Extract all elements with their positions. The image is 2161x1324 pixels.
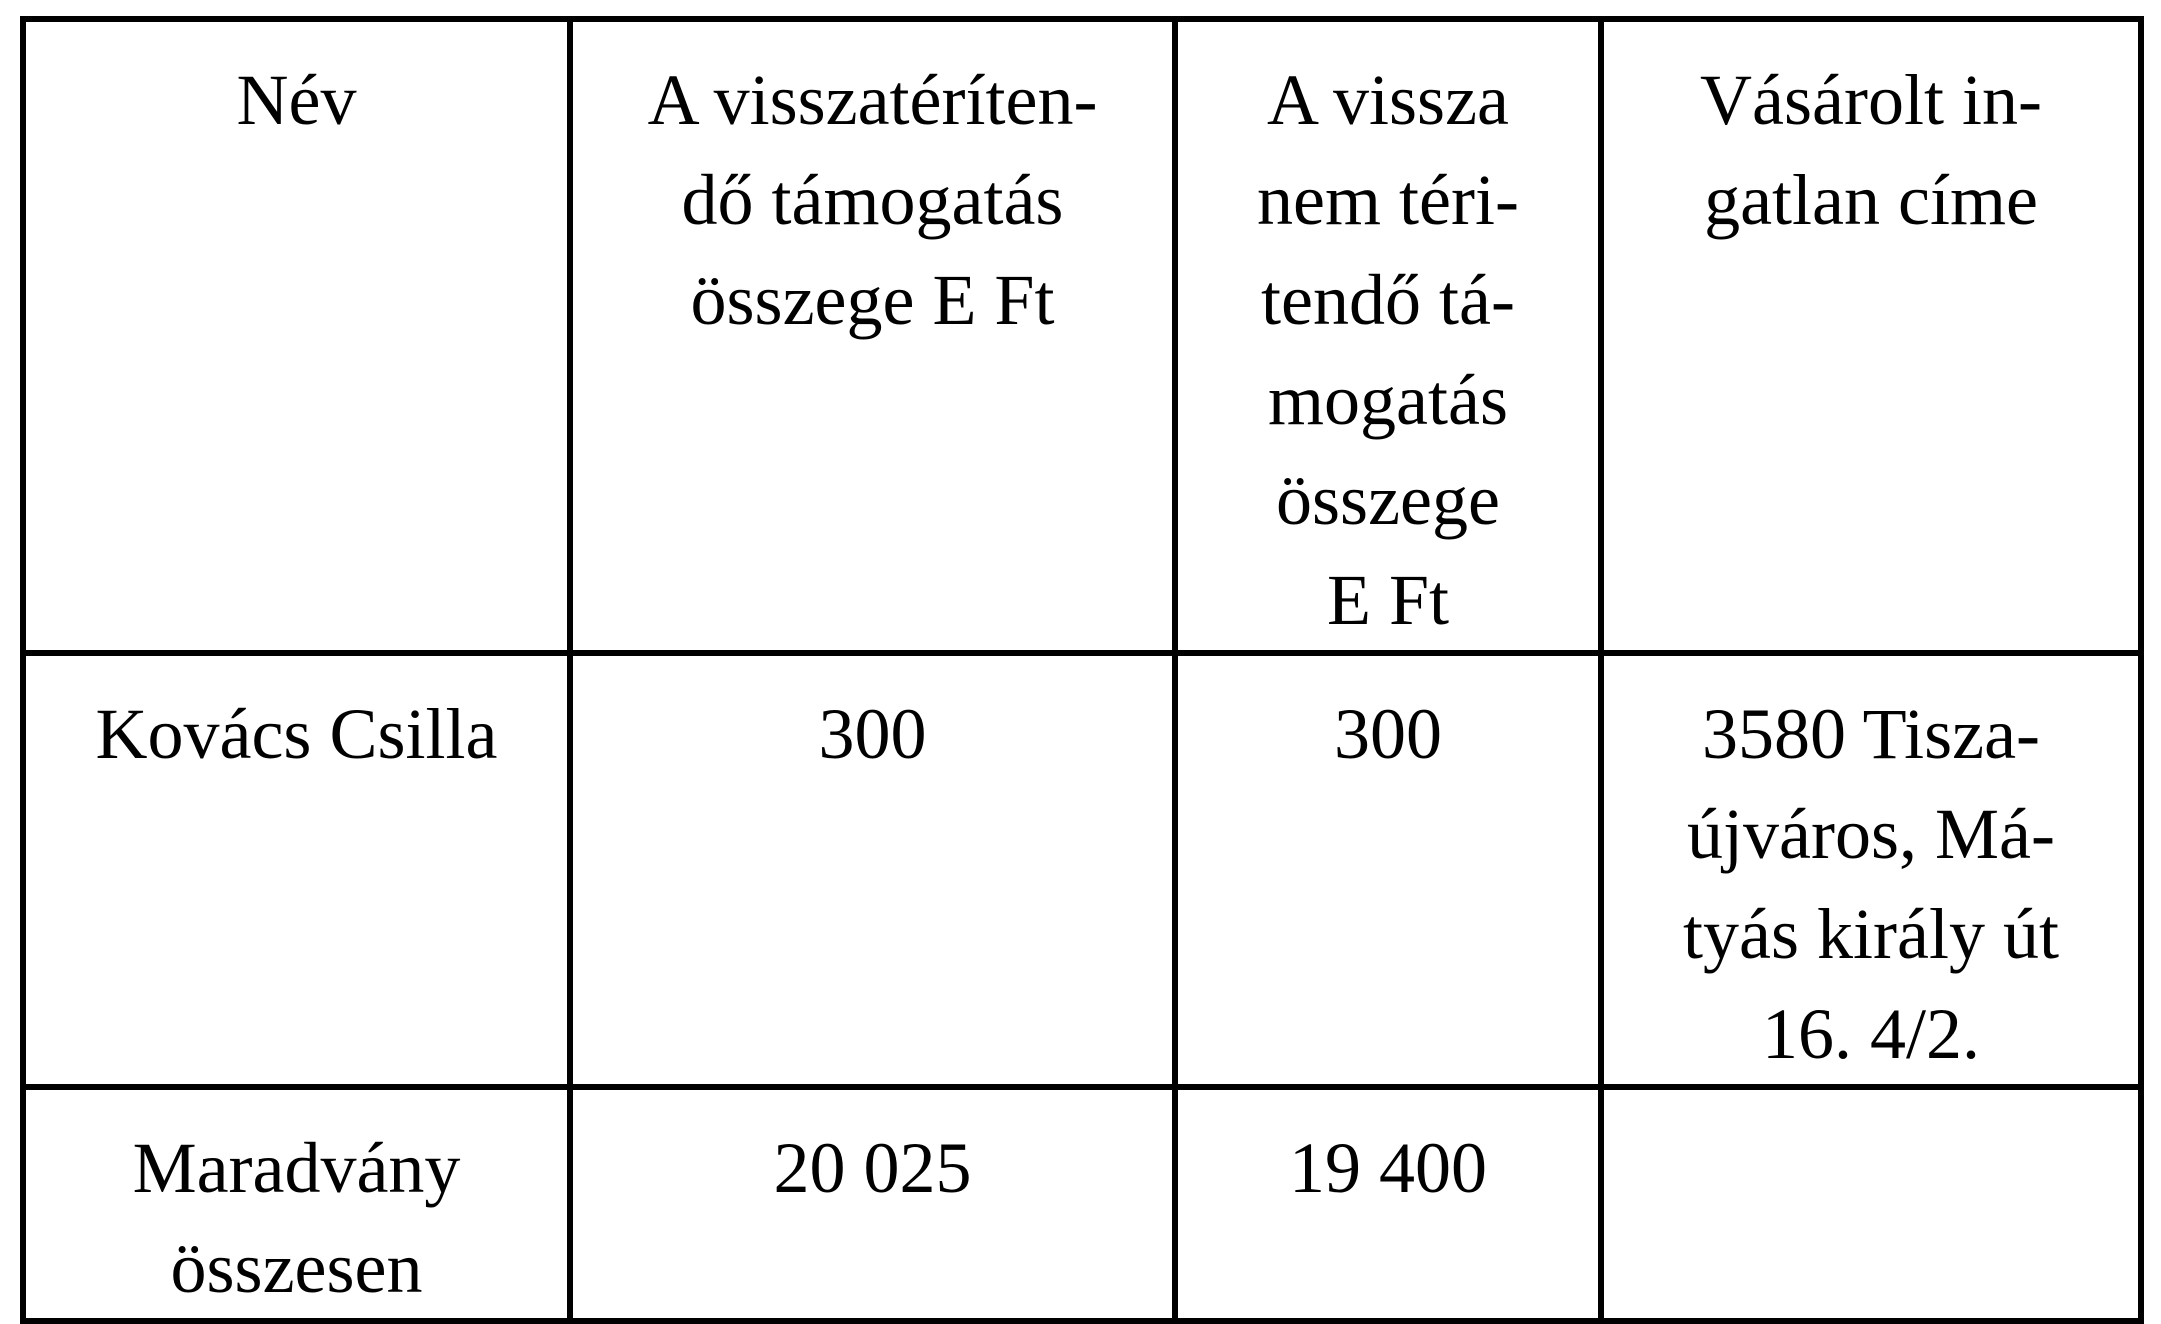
header-property-address: Vásárolt in- gatlan címe xyxy=(1601,19,2141,653)
cell-total-address xyxy=(1601,1087,2141,1321)
table-row xyxy=(23,653,2141,1087)
subsidy-table xyxy=(20,16,2144,1324)
subsidy-table-container xyxy=(20,16,2138,1308)
cell-total-non-repayable: 19 400 xyxy=(1175,1087,1601,1321)
table-header-row xyxy=(23,19,2141,653)
cell-total-repayable: 20 025 xyxy=(570,1087,1175,1321)
header-non-repayable-amount: A vissza nem téri- tendő tá- mogatás összege E Ft xyxy=(1175,19,1601,653)
table-total-row xyxy=(23,1087,2141,1321)
cell-name: Kovács Csilla xyxy=(23,653,570,1087)
cell-repayable-amount: 300 xyxy=(570,653,1175,1087)
header-name: Név xyxy=(23,19,570,653)
cell-total-label: Maradvány összesen xyxy=(23,1087,570,1321)
header-repayable-amount: A visszatéríten- dő támogatás összege E Ft xyxy=(570,19,1175,653)
cell-property-address: 3580 Tisza- újváros, Má- tyás király út 16. 4/2. xyxy=(1601,653,2141,1087)
cell-non-repayable-amount: 300 xyxy=(1175,653,1601,1087)
